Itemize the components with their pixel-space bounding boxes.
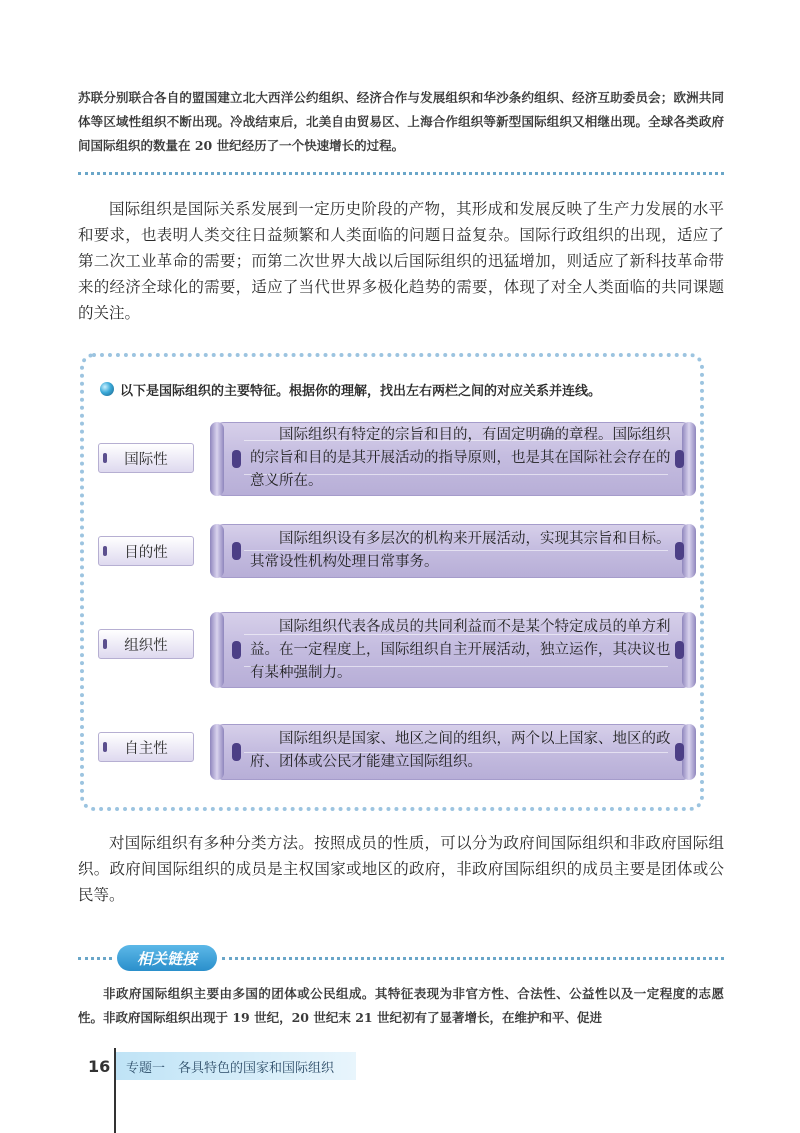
activity-prompt xyxy=(120,380,710,399)
activity-prompt-text: 以下是国际组织的主要特征。根据你的理解，找出左右两栏之间的对应关系并连线。 xyxy=(120,384,602,399)
pin-icon xyxy=(103,546,107,556)
dotted-divider xyxy=(78,957,112,960)
page-number: 16 xyxy=(88,1057,111,1076)
chapter-title: 专题一 各具特色的国家和国际组织 xyxy=(126,1060,335,1076)
description-text: 国际组织是国家、地区之间的组织，两个以上国家、地区的政府、团体或公民才能建立国际组织。 xyxy=(250,731,671,770)
main-paragraph-2: 对国际组织有多种分类方法。按照成员的性质，可以分为政府间国际组织和非政府国际组织。政府间国际组织的成员是主权国家或地区的政府，非政府国际组织的成员主要是团体或公民等。 xyxy=(78,834,724,904)
related-link-heading: 相关链接 xyxy=(117,945,217,971)
dotted-divider xyxy=(222,957,724,960)
intro-text: 苏联分别联合各自的盟国建立北大西洋公约组织、经济合作与发展组织和华沙条约组织、经济互助委员会；欧洲共同体等区域性组织不断出现。冷战结束后，北美自由贸易区、上海合作组织等新型国际组织又相继出现。全球各类政府间国际组织的数量在 20 世纪经历了一个快速增长的过程。 xyxy=(78,90,724,153)
description-scroll-2[interactable] xyxy=(214,524,692,578)
related-link-text: 非政府国际组织主要由多国的团体或公民组成。其特征表现为非官方性、合法性、公益性以及一定程度的志愿性。非政府国际组织出现于 19 世纪，20 世纪末 21 世纪初有了显著增长，在维护和平、促进 xyxy=(78,986,724,1025)
label-autonomy[interactable] xyxy=(98,732,194,762)
label-text: 目的性 xyxy=(124,544,168,561)
description-scroll-4[interactable] xyxy=(214,724,692,780)
description-text: 国际组织设有多层次的机构来开展活动，实现其宗旨和目标。其常设性机构处理日常事务。 xyxy=(250,531,671,570)
dotted-divider xyxy=(78,172,724,175)
label-international[interactable] xyxy=(98,443,194,473)
label-text: 组织性 xyxy=(124,637,168,654)
globe-bullet-icon xyxy=(100,382,114,396)
description-scroll-3[interactable] xyxy=(214,612,692,688)
description-text: 国际组织有特定的宗旨和目的，有固定明确的章程。国际组织的宗旨和目的是其开展活动的指导原则，也是其在国际社会存在的意义所在。 xyxy=(250,427,671,489)
chapter-footer xyxy=(116,1052,356,1080)
pin-icon xyxy=(103,453,107,463)
label-text: 自主性 xyxy=(124,740,168,757)
description-scroll-1[interactable] xyxy=(214,422,692,496)
pin-icon xyxy=(103,639,107,649)
label-organization[interactable] xyxy=(98,629,194,659)
label-text: 国际性 xyxy=(124,451,168,468)
label-purpose[interactable] xyxy=(98,536,194,566)
main-paragraph-1: 国际组织是国际关系发展到一定历史阶段的产物，其形成和发展反映了生产力发展的水平和要求，也表明人类交往日益频繁和人类面临的问题日益复杂。国际行政组织的出现，适应了第二次工业革命的需要；而第二次世界大战以后国际组织的迅猛增加，则适应了新科技革命带来的经济全球化的需要，适应了当代世界多极化趋势的需要，体现了对全人类面临的共同课题的关注。 xyxy=(78,200,724,322)
description-text: 国际组织代表各成员的共同利益而不是某个特定成员的单方利益。在一定程度上，国际组织自主开展活动，独立运作，其决议也有某种强制力。 xyxy=(250,619,671,681)
pin-icon xyxy=(103,742,107,752)
